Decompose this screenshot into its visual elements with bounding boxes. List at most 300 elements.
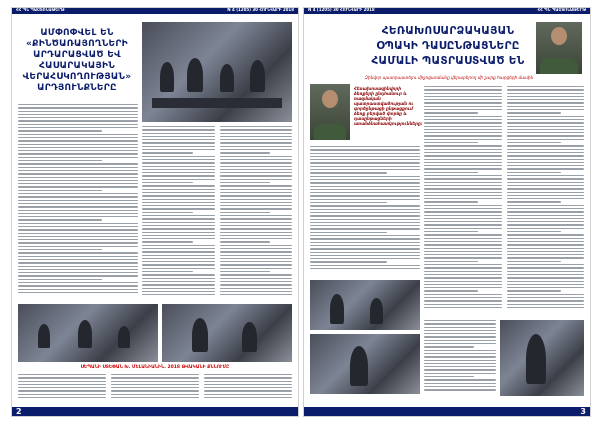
text-line (142, 241, 193, 242)
right-footer-bar (304, 407, 590, 416)
text-line (142, 146, 215, 147)
text-line (424, 162, 502, 163)
text-line (204, 374, 292, 375)
text-line (310, 186, 420, 187)
text-line (18, 186, 138, 187)
text-line (18, 153, 138, 154)
text-line (424, 185, 502, 186)
left-headline (18, 28, 136, 94)
text-line (507, 175, 585, 176)
text-line (507, 155, 585, 156)
text-line (424, 366, 496, 367)
text-line (424, 383, 496, 384)
text-line (310, 209, 420, 210)
text-line (424, 132, 502, 133)
text-line (142, 274, 215, 275)
text-line (220, 232, 293, 233)
right-headline-line: ՕՊԱԿԻ ԴԱՍԸՆԹԱՑՆԵՐԸ (376, 40, 520, 52)
text-line (220, 202, 293, 203)
text-line (142, 136, 215, 137)
text-line (507, 145, 585, 146)
text-line (18, 266, 138, 267)
text-line (220, 274, 293, 275)
left-headline-line: «ՔԻՆԾԱՌԱՅՈՂՆԵՐԻ (26, 39, 128, 49)
right-text-col-left (310, 146, 420, 276)
text-line (507, 201, 561, 202)
text-line (142, 264, 215, 265)
text-line (220, 139, 293, 140)
text-line (142, 294, 215, 295)
left-footer-bar (12, 407, 298, 416)
text-line (507, 152, 585, 153)
text-line (507, 297, 585, 298)
text-line (507, 241, 585, 242)
text-line (220, 166, 293, 167)
text-line (310, 172, 387, 173)
text-line (507, 221, 585, 222)
meeting-photo (142, 22, 292, 122)
text-line (507, 261, 561, 262)
text-line (424, 224, 502, 225)
text-line (507, 96, 585, 97)
text-line (424, 112, 478, 113)
text-line (18, 377, 106, 378)
text-line (424, 135, 502, 136)
text-line (18, 279, 102, 280)
left-page (12, 8, 298, 416)
text-line (220, 218, 293, 219)
text-line (111, 390, 199, 391)
text-line (142, 222, 215, 223)
text-line (507, 218, 585, 219)
text-line (220, 169, 293, 170)
text-line (424, 198, 502, 199)
text-line (424, 195, 502, 196)
text-line (507, 182, 585, 183)
text-line (424, 201, 478, 202)
text-line (310, 215, 420, 216)
text-line (424, 142, 478, 143)
text-line (507, 168, 585, 169)
text-line (111, 394, 199, 395)
text-line (310, 228, 420, 229)
text-line (142, 202, 215, 203)
text-line (220, 271, 271, 272)
text-line (142, 172, 215, 173)
text-line (220, 162, 293, 163)
training-photo-2 (310, 334, 420, 394)
text-line (424, 264, 502, 265)
text-line (310, 202, 387, 203)
text-line (18, 147, 138, 148)
text-line (111, 381, 199, 382)
text-line (507, 178, 585, 179)
text-line (424, 274, 502, 275)
text-line (142, 205, 215, 206)
text-line (424, 231, 478, 232)
text-line (220, 264, 293, 265)
text-line (507, 149, 585, 150)
text-line (507, 304, 585, 305)
text-line (424, 155, 502, 156)
text-line (424, 168, 502, 169)
text-line (507, 300, 585, 301)
text-line (18, 381, 106, 382)
text-line (142, 189, 215, 190)
text-line (507, 195, 585, 196)
text-line (18, 229, 138, 230)
right-bottom-text (424, 320, 496, 396)
text-line (18, 107, 138, 108)
text-line (18, 124, 138, 125)
text-line (220, 172, 293, 173)
text-line (507, 126, 585, 127)
text-line (424, 165, 502, 166)
text-line (424, 356, 496, 357)
text-line (507, 165, 585, 166)
text-line (142, 162, 215, 163)
text-line (310, 258, 420, 259)
text-line (310, 235, 420, 236)
text-line (142, 238, 215, 239)
text-line (220, 156, 293, 157)
text-line (424, 122, 502, 123)
text-line (507, 185, 585, 186)
text-line (310, 166, 420, 167)
training-photo-1 (310, 280, 420, 330)
text-line (507, 228, 585, 229)
officer-portrait (536, 22, 582, 74)
text-line (220, 278, 293, 279)
text-line (142, 232, 215, 233)
text-line (220, 238, 293, 239)
text-line (142, 152, 193, 153)
text-line (18, 236, 138, 237)
text-line (507, 251, 585, 252)
text-line (424, 304, 502, 305)
text-line (18, 285, 138, 286)
text-line (220, 288, 293, 289)
text-line (204, 397, 292, 398)
text-line (18, 272, 138, 273)
text-line (310, 248, 420, 249)
text-line (142, 149, 215, 150)
text-line (142, 258, 215, 259)
text-line (142, 159, 215, 160)
text-line (424, 178, 502, 179)
text-line (424, 284, 502, 285)
text-line (142, 208, 215, 209)
text-line (220, 258, 293, 259)
text-line (18, 275, 138, 276)
right-page-number: 3 (580, 407, 586, 416)
text-line (111, 397, 199, 398)
text-line (424, 188, 502, 189)
text-line (507, 172, 561, 173)
text-line (424, 373, 496, 374)
left-text-columns-a (18, 104, 138, 300)
text-line (507, 215, 585, 216)
text-line (111, 387, 199, 388)
text-line (18, 256, 138, 257)
text-line (424, 290, 478, 291)
text-line (310, 205, 420, 206)
text-line (507, 99, 585, 100)
text-line (111, 377, 199, 378)
text-line (220, 212, 271, 213)
text-line (424, 234, 502, 235)
text-line (424, 389, 496, 390)
text-line (424, 336, 496, 337)
text-line (424, 254, 502, 255)
text-line (507, 198, 585, 199)
article-subtitle: Զինվոր պատրաստելու միջոցառմանը վերաբերող մի շարք հարցերի մասին (364, 75, 534, 80)
text-line (507, 135, 585, 136)
text-line (424, 109, 502, 110)
text-line (142, 291, 215, 292)
text-line (220, 195, 293, 196)
text-line (310, 238, 420, 239)
text-line (220, 225, 293, 226)
text-line (220, 255, 293, 256)
text-line (424, 208, 502, 209)
text-line (18, 233, 138, 234)
text-line (18, 134, 138, 135)
text-line (507, 294, 585, 295)
text-line (18, 127, 138, 128)
text-line (142, 175, 215, 176)
text-line (310, 162, 420, 163)
text-line (424, 116, 502, 117)
text-line (310, 189, 420, 190)
text-line (142, 225, 215, 226)
text-line (424, 369, 496, 370)
text-line (18, 239, 138, 240)
text-line (18, 203, 138, 204)
text-line (424, 96, 502, 97)
text-line (220, 133, 293, 134)
right-page (304, 8, 590, 416)
text-line (507, 119, 585, 120)
text-line (424, 346, 474, 347)
text-line (18, 292, 138, 293)
text-line (310, 156, 420, 157)
text-line (220, 228, 293, 229)
text-line (310, 261, 387, 262)
text-line (142, 133, 215, 134)
text-line (507, 274, 585, 275)
text-line (204, 377, 292, 378)
text-line (142, 195, 215, 196)
text-line (142, 129, 215, 130)
text-line (18, 269, 138, 270)
left-text-columns-b (142, 126, 292, 302)
text-line (310, 268, 420, 269)
text-line (507, 267, 585, 268)
text-line (18, 163, 138, 164)
text-line (507, 106, 585, 107)
text-line (220, 291, 293, 292)
text-line (18, 213, 138, 214)
text-line (220, 284, 293, 285)
text-line (507, 86, 585, 87)
text-line (424, 330, 496, 331)
text-line (204, 387, 292, 388)
text-line (142, 251, 215, 252)
text-line (424, 320, 496, 321)
text-line (507, 188, 585, 189)
text-line (507, 244, 585, 245)
text-line (18, 140, 138, 141)
text-line (424, 363, 496, 364)
text-line (310, 195, 420, 196)
text-line (18, 246, 138, 247)
text-line (507, 122, 585, 123)
text-line (142, 261, 215, 262)
text-line (220, 241, 271, 242)
text-line (142, 281, 215, 282)
text-line (424, 343, 496, 344)
text-line (18, 390, 106, 391)
text-line (424, 126, 502, 127)
text-line (424, 86, 502, 87)
text-line (142, 179, 215, 180)
text-line (424, 119, 502, 120)
text-line (310, 255, 420, 256)
left-header-left: ՀՀ ՊՆ ՊԱՇՏՈՆԱԹԵՐԹ (16, 8, 65, 12)
text-line (142, 245, 215, 246)
text-line (18, 117, 138, 118)
text-line (18, 183, 138, 184)
text-line (310, 182, 420, 183)
soldier-portrait (310, 84, 350, 140)
text-line (220, 192, 293, 193)
text-line (424, 152, 502, 153)
text-line (18, 196, 138, 197)
text-line (18, 114, 138, 115)
text-line (310, 149, 420, 150)
text-line (18, 104, 138, 105)
text-line (204, 381, 292, 382)
text-line (424, 360, 496, 361)
text-line (424, 241, 502, 242)
text-line (424, 192, 502, 193)
text-line (18, 160, 102, 161)
text-line (507, 224, 585, 225)
text-line (507, 129, 585, 130)
text-line (424, 215, 502, 216)
text-line (220, 142, 293, 143)
text-line (507, 89, 585, 90)
text-line (424, 271, 502, 272)
text-line (310, 225, 420, 226)
text-line (142, 166, 215, 167)
text-line (220, 146, 293, 147)
text-line (507, 109, 585, 110)
text-line (18, 193, 138, 194)
text-line (18, 259, 138, 260)
text-line (220, 175, 293, 176)
text-line (424, 323, 496, 324)
text-line (424, 297, 502, 298)
text-line (424, 218, 502, 219)
text-line (18, 200, 138, 201)
text-line (507, 307, 585, 308)
text-line (424, 106, 502, 107)
text-line (18, 374, 106, 375)
text-line (220, 129, 293, 130)
text-line (220, 208, 293, 209)
left-headline-line: ԱՄՓՈՓՎԵԼ ԵՆ (40, 28, 114, 38)
text-line (507, 205, 585, 206)
text-line (142, 156, 215, 157)
left-bottom-text (18, 374, 292, 404)
text-line (310, 179, 420, 180)
text-line (310, 192, 420, 193)
text-line (507, 93, 585, 94)
text-line (424, 353, 496, 354)
text-line (507, 264, 585, 265)
text-line (424, 172, 478, 173)
text-line (142, 235, 215, 236)
text-line (18, 157, 138, 158)
text-line (310, 153, 420, 154)
text-line (142, 199, 215, 200)
text-line (424, 307, 502, 308)
training-photo-3 (500, 320, 584, 396)
text-line (18, 144, 138, 145)
text-line (220, 182, 271, 183)
text-line (18, 387, 106, 388)
text-line (424, 129, 502, 130)
text-line (507, 159, 585, 160)
text-line (424, 376, 474, 377)
text-line (18, 223, 138, 224)
text-line (507, 287, 585, 288)
text-line (310, 169, 420, 170)
text-line (507, 238, 585, 239)
text-line (424, 281, 502, 282)
text-line (424, 102, 502, 103)
text-line (220, 215, 293, 216)
text-line (424, 300, 502, 301)
text-line (204, 394, 292, 395)
text-line (18, 190, 102, 191)
text-line (142, 169, 215, 170)
left-header-right: N 4 (1205) 30 ՀՈՒՆՎԱՐԻ 2018 (227, 8, 294, 12)
text-line (507, 208, 585, 209)
text-line (507, 192, 585, 193)
text-line (18, 282, 138, 283)
text-line (424, 205, 502, 206)
text-line (18, 216, 138, 217)
text-line (507, 271, 585, 272)
text-line (310, 159, 420, 160)
text-line (18, 120, 138, 121)
right-headline-line: ՀԱՄԱԼԻ ՊԱՏՐԱՍՏՎԱԾ ԵՆ (371, 55, 525, 67)
text-line (142, 268, 215, 269)
text-line (310, 265, 420, 266)
text-line (220, 261, 293, 262)
classroom-photo (18, 304, 158, 362)
photo-caption: ՍԵՊԱՆԻ ՍՏԵՓԱՆ Խ. ՄԵԼԱՆԻԱՆԻՆ. 2018 ԹՎԱԿԱՆԻ ՔՆՆՈՒՄԸ (80, 365, 230, 370)
text-line (424, 248, 502, 249)
text-line (507, 142, 561, 143)
text-line (18, 262, 138, 263)
text-line (142, 139, 215, 140)
text-line (424, 139, 502, 140)
text-line (424, 228, 502, 229)
